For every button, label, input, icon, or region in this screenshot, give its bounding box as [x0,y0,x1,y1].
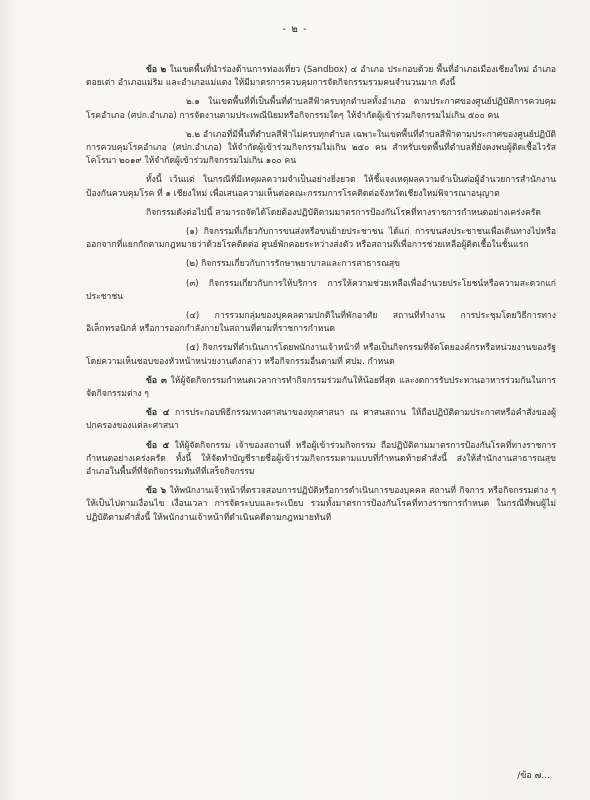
clause-text: การประกอบพิธีกรรมทางศาสนาของทุกศาสนา ณ ศาสนสถาน ให้ถือปฏิบัติตามประกาศหรือคำสั่งของผู้ปกครองของแต่ละศาสนา [86,408,556,432]
activity-item-5: (๕) กิจกรรมที่ดำเนินการโดยพนักงานเจ้าหน้าที่ หรือเป็นกิจกรรมที่จัดโดยองค์กรหรือหน่วยงานของรัฐโดยความเห็นชอบของหัวหน้าหน่วยงานดังกล่าว หรือกิจกรรมอื่นตามที่ ศปม. กำหนด [86,343,556,367]
clause-text: ให้ผู้จัดกิจกรรม เจ้าของสถานที่ หรือผู้เข้าร่วมกิจกรรม ถือปฏิบัติตามมาตรการป้องกันโรคที่ทางราชการกำหนดอย่างเคร่งครัด ทั้งนี้ ให้จัดทำบัญชีรายชื่อผู้เข้าร่วมกิจกรรมตามแบบที่กำหนดท้ายคำสั่งนี้ ส่งให้สำนักงานสาธารณสุขอำเภอในพื้นที่ที่จัดกิจกรรมทันทีที่เสร็จกิจกรรม [86,440,556,478]
clause-6 [86,485,556,525]
clause-text: ในเขตพื้นที่นำร่องด้านการท่องเที่ยว (Sandbox) ๔ อำเภอ ประกอบด้วย พื้นที่อำเภอเมืองเชียงใหม่ อำเภอดอยเต่า อำเภอแม่ริม และอำเภอแม่แตง ให้มีมาตรการควบคุมการจัดกิจกรรมรวมคนจำนวนมาก ดังนี้ [86,65,557,89]
document-body [86,64,556,531]
clause-2 [86,64,556,90]
page-number: - ๒ - [282,24,308,35]
clause-4 [86,407,556,433]
activity-item-4: (๔) การรวมกลุ่มของบุคคลตามปกติในที่พักอาศัย สถานที่ทำงาน การประชุมโดยวิธีการทางอิเล็กทรอนิกส์ หรือการออกกำลังกายในสถานที่ตามที่ราชการกำหนด [86,311,556,335]
clause-3 [86,375,556,401]
paragraph-activities: กิจกรรมดังต่อไปนี้ สามารถจัดได้โดยต้องปฏิบัติตามมาตรการป้องกันโรคที่ทางราชการกำหนดอย่างเคร่งครัด [146,207,541,218]
clause-5 [86,440,556,480]
clause-number: ข้อ ๒ [146,65,167,75]
activity-item-3: (๓) กิจกรรมเกี่ยวกับการให้บริการ การให้ความช่วยเหลือเพื่ออำนวยประโยชน์หรือความสะดวกแก่ประชาชน [86,278,556,302]
activity-item-2: (๒) กิจกรรมเกี่ยวกับการรักษาพยาบาลและการสาธารณสุข [186,259,401,270]
clause-number: ข้อ ๕ [146,440,170,451]
clause-number: ข้อ ๔ [146,408,170,419]
clause-number: ข้อ ๖ [146,486,167,497]
clause-text: ให้พนักงานเจ้าหน้าที่ตรวจสอบการปฏิบัติหรือการดำเนินการของบุคคล สถานที่ กิจการ หรือกิจกรรมต่าง ๆ ให้เป็นไปตามเงื่อนไข เงื่อนเวลา การจัดระบบและระเบียบ รวมทั้งมาตรการป้องกันโรคที่ทางราชการกำหนด ในกรณีที่พบผู้ไม่ปฏิบัติตามคำสั่งนี้ ให้พนักงานเจ้าหน้าที่ดำเนินคดีตามกฎหมายทันที [86,486,556,523]
clause-number: ข้อ ๓ [146,375,167,386]
clause-text: ให้ผู้จัดกิจกรรมกำหนดเวลาการทำกิจกรรมร่วมกันให้น้อยที่สุด และงดการรับประทานอาหารร่วมกันในการจัดกิจกรรมต่าง ๆ [86,375,557,400]
sub-clause-2-2: ๒.๒ อำเภอที่มีพื้นที่ตำบลสีฟ้าไม่ครบทุกตำบล เฉพาะในเขตพื้นที่ตำบลสีฟ้าตามประกาศของศูนย์ปฏิบัติการควบคุมโรคอำเภอ (ศปก.อำเภอ) ให้จำกัดผู้เข้าร่วมกิจกรรมไม่เกิน ๒๕๐ คน สำหรับเขตพื้นที่ตำบลที่ยังคงพบผู้ติดเชื้อไวรัสโคโรนา ๒๐๑๙ ให้จำกัดผู้เข้าร่วมกิจกรรมไม่เกิน ๑๐๐ คน [86,129,556,167]
continuation-marker: /ข้อ ๗... [517,771,550,781]
activity-item-1: (๑) กิจกรรมที่เกี่ยวกับการขนส่งหรือขนย้ายประชาชน ได้แก่ การขนส่งประชาชนเพื่อเดินทางไปหรือออกจากที่แยกกักตามกฎหมายว่าด้วยโรคติดต่อ ศูนย์พักคอยระหว่างส่งตัว หรือสถานที่เพื่อการช่วยเหลือผู้ติดเชื้อในชั้นแรก [86,227,556,251]
paragraph-exception: ทั้งนี้ เว้นแต่ ในกรณีที่มีเหตุผลความจำเป็นอย่างยิ่งยวด ให้ชี้แจงเหตุผลความจำเป็นต่อผู้อำนวยการสำนักงานป้องกันควบคุมโรค ที่ ๑ เชียงใหม่ เพื่อเสนอความเห็นต่อคณะกรรมการโรคติดต่อจังหวัดเชียงใหม่พิจารณาอนุญาต [86,175,556,199]
sub-clause-2-1: ๒.๑ ในเขตพื้นที่ที่เป็นพื้นที่ตำบลสีฟ้าครบทุกตำบลทั้งอำเภอ ตามประกาศของศูนย์ปฏิบัติการควบคุมโรคอำเภอ (ศปก.อำเภอ) การจัดงานตามประเพณีนิยมหรือกิจกรรมใดๆ ให้จำกัดผู้เข้าร่วมกิจกรรมไม่เกิน ๕๐๐ คน [86,97,556,121]
